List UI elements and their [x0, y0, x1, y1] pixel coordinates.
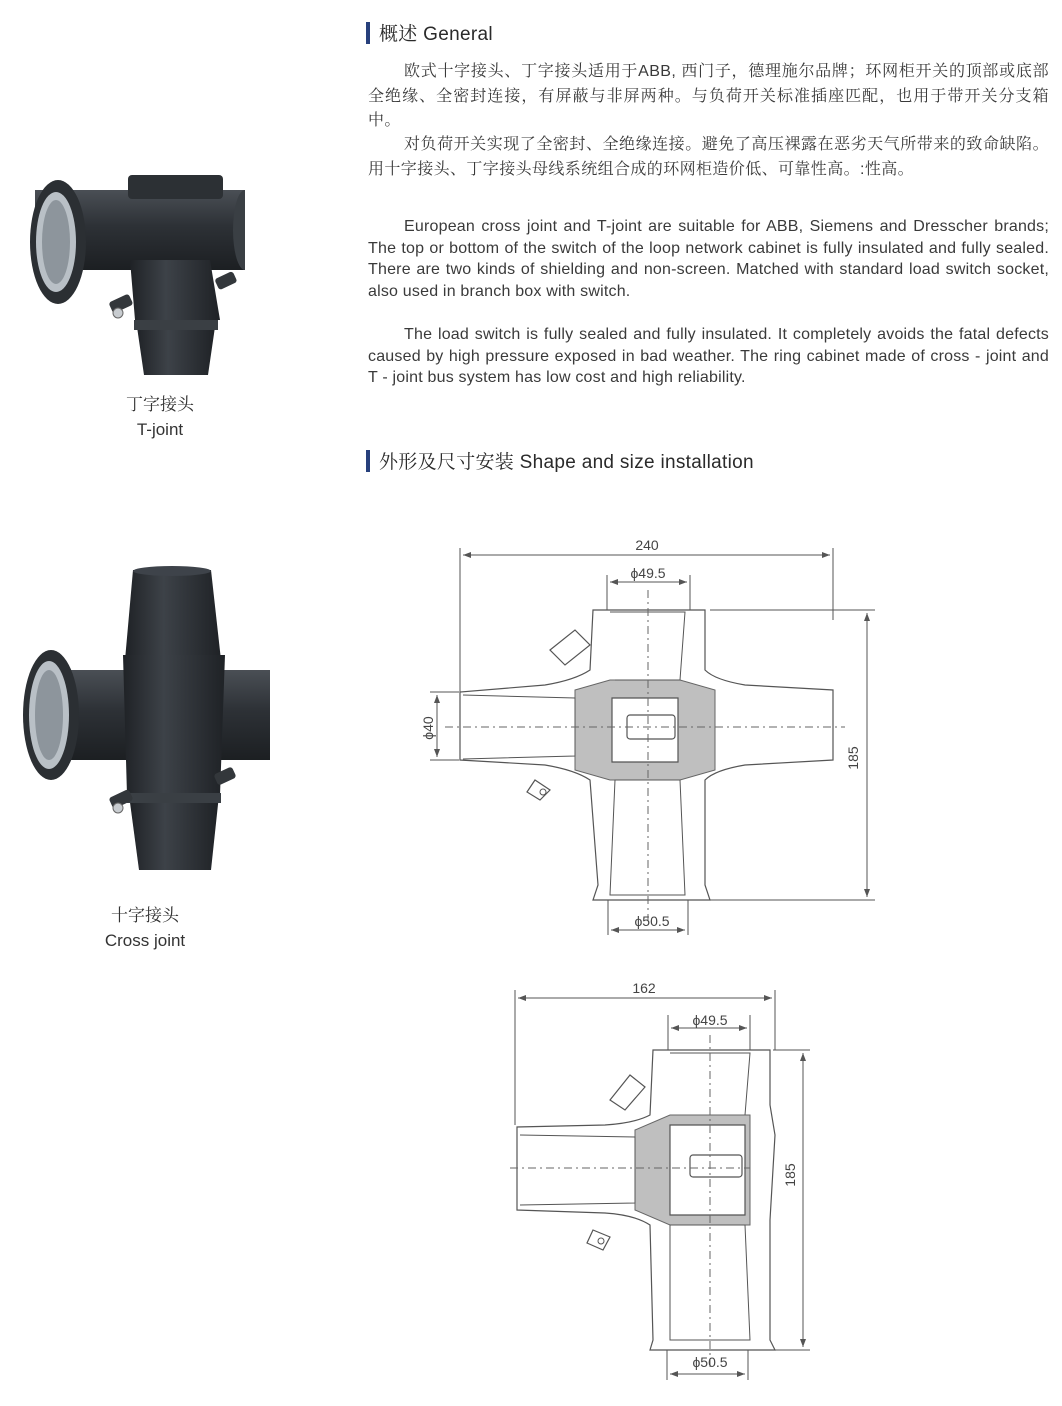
t-dim-height-label: 185 [782, 1163, 798, 1187]
dim-width-label: 240 [635, 537, 659, 553]
heading-text: 外形及尺寸安装 Shape and size installation [379, 452, 754, 473]
t-joint-caption-cn: 丁字接头 [126, 395, 194, 414]
dim-top-dia-label: ϕ49.5 [630, 565, 666, 581]
t-joint-dimension-drawing [505, 975, 825, 1395]
t-dim-bottom-dia-label: ϕ50.5 [692, 1354, 728, 1370]
heading-accent-bar [366, 450, 370, 472]
cross-joint-caption-en: Cross joint [104, 931, 186, 950]
heading-accent-bar [366, 22, 370, 44]
general-cn-paragraph-1: 欧式十字接头、丁字接头适用于ABB, 西门子，德理施尔品牌；环网柜开关的顶部或底部全绝缘、全密封连接，有屏蔽与非屏两种。与负荷开关标准插座匹配，也用于带开关分支箱中。 [368, 63, 1049, 129]
cross-joint-product-image [15, 565, 275, 880]
dim-side-dia-label: ϕ40 [420, 716, 436, 740]
t-joint-caption-en: T-joint [136, 420, 184, 439]
section-heading-general [366, 19, 493, 46]
general-en-paragraph-2: The load switch is fully sealed and fully insulated. It completely avoids the fatal defects caused by high pressure exposed in bad weather. The ring cabinet made of cross - joint and T - joint bus system has low cost and high reliability. [368, 326, 1049, 387]
general-cn-paragraph-2: 对负荷开关实现了全密封、全绝缘连接。避免了高压裸露在恶劣天气所带来的致命缺陷。用十字接头、丁字接头母线系统组合成的环网柜造价低、可靠性高。:性高。 [368, 136, 1049, 178]
general-en-paragraph-1: European cross joint and T-joint are suitable for ABB, Siemens and Dresscher brands; The top or bottom of the switch of the loop network cabinet is fully insulated and fully sealed. There are two kinds of shielding and non-screen. Matched with standard load switch socket, also used in branch box with switch. [368, 218, 1049, 300]
cross-joint-caption [85, 903, 205, 953]
t-joint-product-image [20, 170, 245, 385]
t-dim-width-label: 162 [632, 980, 656, 996]
t-dim-top-dia-label: ϕ49.5 [692, 1012, 728, 1028]
t-joint-caption [100, 392, 220, 442]
dim-height-label: 185 [845, 746, 861, 770]
dim-bottom-dia-label: ϕ50.5 [634, 913, 670, 929]
heading-text: 概述 General [379, 24, 493, 45]
cross-joint-caption-cn: 十字接头 [111, 906, 179, 925]
cross-joint-dimension-drawing [415, 530, 885, 940]
section-heading-shape-size [366, 447, 754, 474]
